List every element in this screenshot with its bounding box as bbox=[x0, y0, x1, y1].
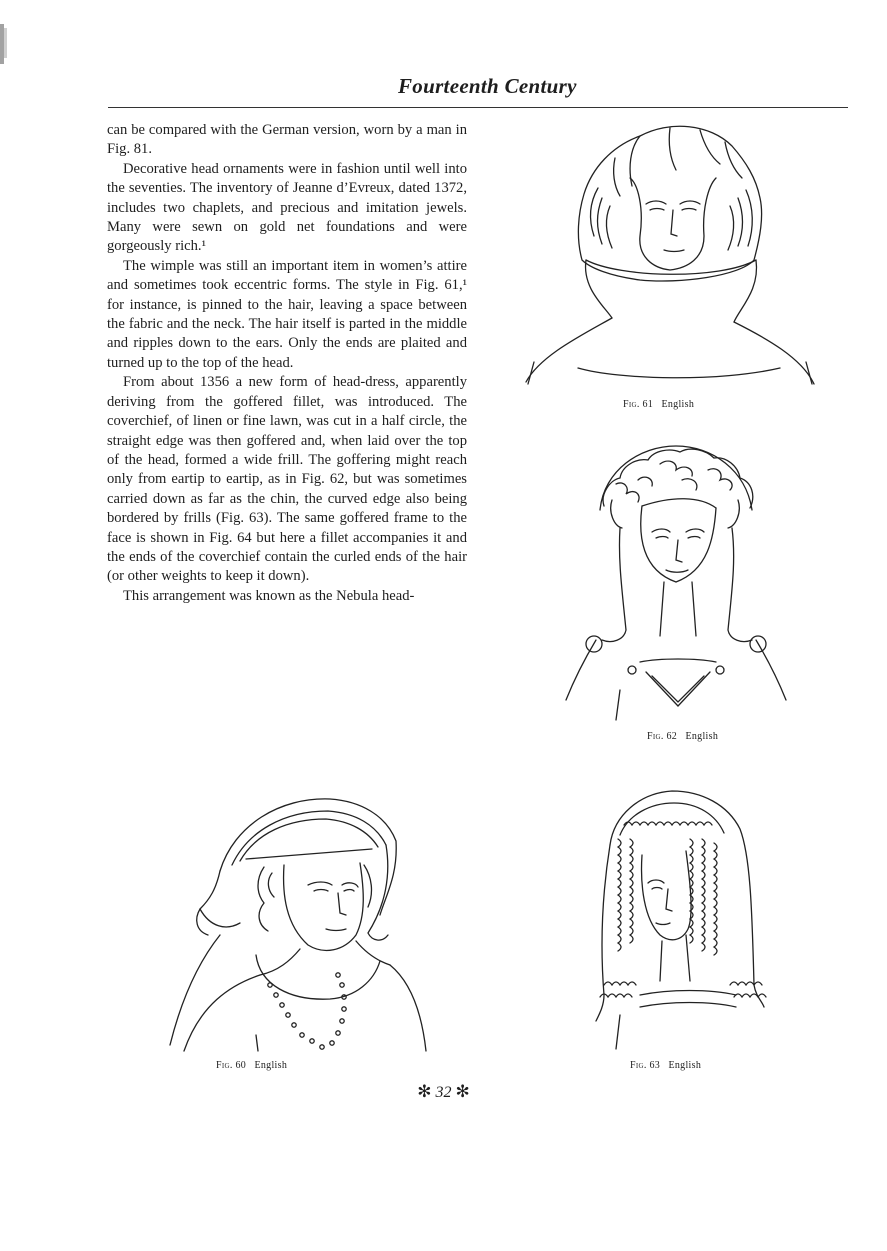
figure-62 bbox=[560, 440, 790, 742]
woman-frilled-coverchief-illustration-icon bbox=[590, 785, 770, 1053]
figure-61-caption-text: English bbox=[661, 399, 695, 410]
figure-60-caption bbox=[216, 1060, 287, 1071]
woman-hood-necklace-illustration-icon bbox=[160, 785, 430, 1053]
figure-63-caption-text: English bbox=[668, 1060, 702, 1071]
paragraph-2: Decorative head ornaments were in fashion until well into the seventies. The inventory of Jeanne d’Evreux, dated 1372, includes two chaplets, and precious and imitation jewels. Many were sewn on gold net foundations and were gorgeously rich.¹ bbox=[107, 160, 467, 255]
figure-62-label: Fig. 62 bbox=[647, 731, 678, 742]
figure-63-label: Fig. 63 bbox=[630, 1060, 661, 1071]
page-number: 32 bbox=[435, 1084, 452, 1101]
ornament-star-icon: ✻ bbox=[417, 1082, 432, 1101]
figure-61 bbox=[520, 118, 820, 410]
paragraph-5: This arrangement was known as the Nebula head- bbox=[123, 587, 415, 604]
header-rule bbox=[108, 107, 848, 108]
running-head: Fourteenth Century bbox=[398, 74, 577, 98]
body-text-column bbox=[107, 121, 467, 606]
scan-edge-mark bbox=[0, 24, 10, 64]
figure-63 bbox=[590, 785, 770, 1075]
woman-goffered-frill-illustration-icon bbox=[560, 440, 790, 730]
paragraph-3: The wimple was still an important item in women’s attire and sometimes took eccentric forms. The style in Fig. 61,¹ for instance, is pinned to the hair, leaving a space between the fabric and the neck. The hair itself is parted in the middle and ripples down to the ears. Only the ends are plaited and turned up to the top of the head. bbox=[107, 257, 467, 371]
figure-63-caption bbox=[630, 1060, 701, 1071]
paragraph-4: From about 1356 a new form of head-dress, apparently deriving from the goffered fillet, was introduced. The coverchief, of linen or fine lawn, was cut in a half circle, the straight edge was then goffered and, when laid over the top of the head, formed a wide frill. The goffering might reach only from eartip to eartip, as in Fig. 62, but was sometimes carried down as far as the chin, the curved edge also being bordered by frills (Fig. 63). The same goffered frame to the face is shown in Fig. 64 but here a fillet accompanies it and the ends of the coverchief contain the curled ends of the hair (or other weights to keep it down). bbox=[107, 374, 467, 585]
figure-62-caption-text: English bbox=[685, 731, 719, 742]
figure-62-caption bbox=[647, 731, 718, 742]
figure-60-label: Fig. 60 bbox=[216, 1060, 247, 1071]
figure-61-label: Fig. 61 bbox=[623, 399, 654, 410]
folio bbox=[0, 1082, 887, 1102]
paragraph-1: can be compared with the German version, worn by a man in Fig. 81. bbox=[107, 122, 467, 158]
figure-60-caption-text: English bbox=[254, 1060, 288, 1071]
figure-61-caption bbox=[623, 399, 694, 410]
ornament-star-icon: ✻ bbox=[455, 1082, 470, 1101]
woman-wimple-illustration-icon bbox=[520, 118, 820, 393]
figure-60 bbox=[160, 785, 430, 1075]
